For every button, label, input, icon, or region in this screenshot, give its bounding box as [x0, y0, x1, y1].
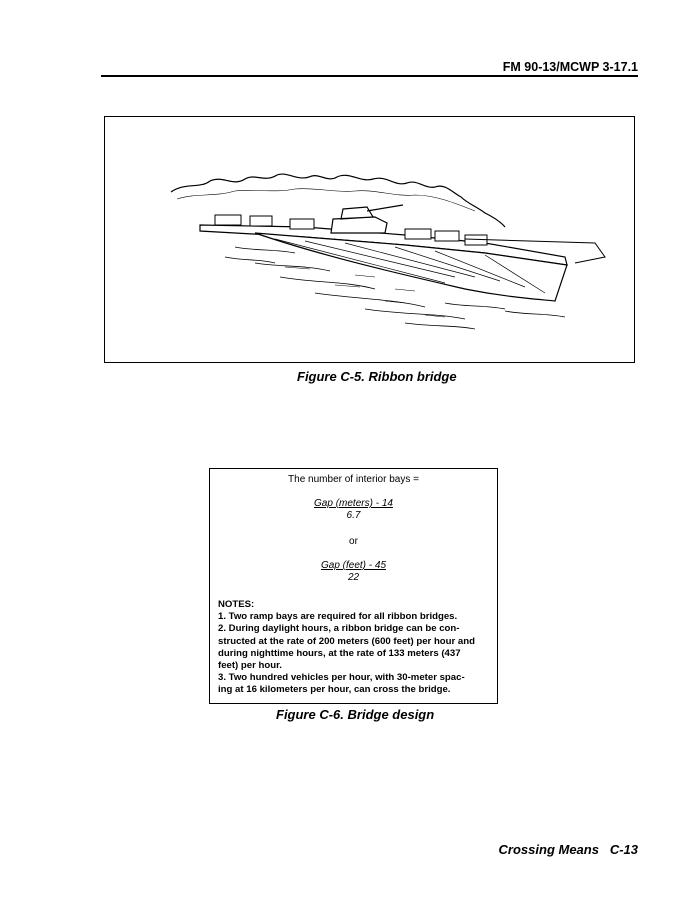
figure-c5-frame	[104, 116, 635, 363]
vehicle-3	[290, 219, 314, 229]
footer-section: Crossing Means	[498, 842, 599, 857]
tank	[331, 205, 403, 233]
vehicle-5	[435, 231, 459, 241]
formula-meters-numerator: Gap (meters) - 14	[314, 498, 393, 509]
figure-c5-caption: Figure C-5. Ribbon bridge	[297, 369, 457, 384]
vehicle-4	[405, 229, 431, 239]
formula-meters-denominator: 6.7	[346, 510, 361, 521]
note-line: structed at the rate of 200 meters (600 feet) per hour and	[218, 635, 475, 647]
vehicle-2	[250, 216, 272, 226]
formula-feet-denominator: 22	[347, 572, 360, 583]
header-rule	[101, 75, 638, 77]
formula-or: or	[349, 536, 358, 547]
notes-title: NOTES:	[218, 599, 255, 610]
figure-c6-caption: Figure C-6. Bridge design	[276, 707, 435, 722]
running-header: FM 90-13/MCWP 3-17.1	[502, 60, 638, 74]
formula-intro: The number of interior bays =	[288, 474, 419, 485]
vehicle-1	[215, 215, 241, 225]
page-footer	[499, 842, 638, 857]
ribbon-bridge-illustration	[105, 117, 636, 364]
note-line: 1. Two ramp bays are required for all ribbon bridges.	[218, 611, 458, 623]
note-line: 3. Two hundred vehicles per hour, with 30-meter spac-	[218, 672, 465, 684]
formula-feet-numerator: Gap (feet) - 45	[320, 560, 387, 571]
note-line: ing at 16 kilometers per hour, can cross the bridge.	[218, 684, 451, 696]
note-line: during nighttime hours, at the rate of 133 meters (437	[218, 647, 461, 659]
treeline-inner	[177, 189, 475, 211]
footer-page-number: C-13	[609, 842, 638, 857]
figure-c6-frame	[209, 468, 498, 704]
notes-block	[218, 599, 494, 697]
note-line: feet) per hour.	[218, 660, 282, 672]
note-line: 2. During daylight hours, a ribbon bridge can be con-	[218, 623, 460, 635]
